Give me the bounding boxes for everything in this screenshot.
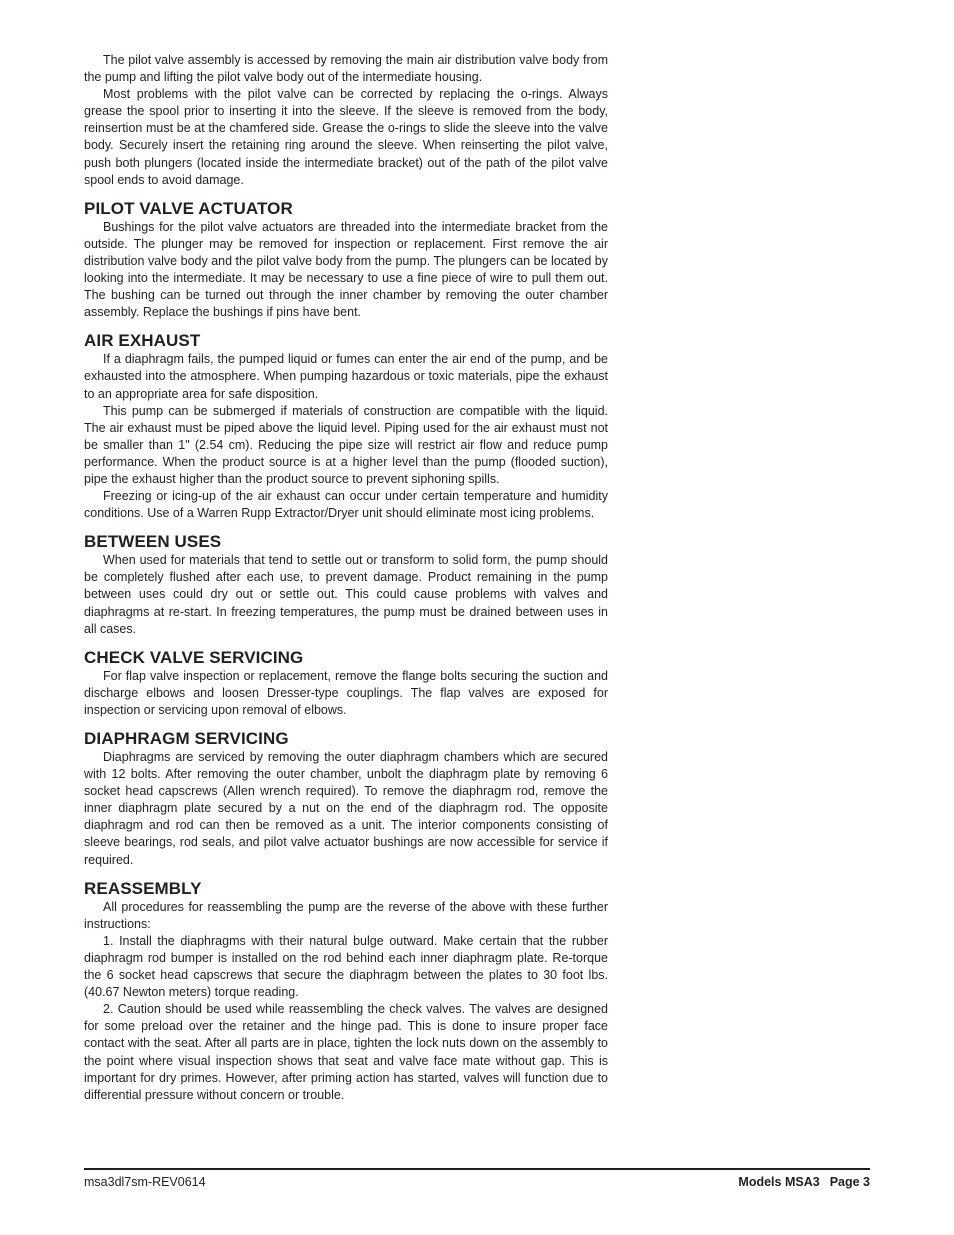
heading-air-exhaust: AIR EXHAUST — [84, 331, 201, 351]
heading-between-uses: BETWEEN USES — [84, 532, 222, 552]
body-paragraph: Diaphragms are serviced by removing the outer diaphragm chambers which are secured with 12 bolts. After removing the outer chamber, unbolt the diaphragm plate by removing 6 socket head capscrews (Allen wrench required). To remove the diaphragm rod, remove the inner diaphragm plate secured by a nut on the end of the diaphragm rod. The opposite diaphragm and rod can then be removed as a unit. The interior components consisting of sleeve bearings, rod seals, and pilot valve actuator bushings are now accessible for service if required. — [84, 750, 608, 867]
footer-page-info — [738, 1175, 870, 1189]
heading-reassembly: REASSEMBLY — [84, 878, 202, 898]
body-paragraph: Freezing or icing-up of the air exhaust can occur under certain temperature and humidity conditions. Use of a Warren Rupp Extractor/Dryer unit should eliminate most icing problems. — [84, 489, 608, 521]
body-paragraph: 2. Caution should be used while reassembling the check valves. The valves are designed for some preload over the retainer and the hinge pad. This is done to insure proper face contact with the seat. After all parts are in place, tighten the lock nuts down on the assembly to the point where visual inspection shows that seat and valve face mate without gap. This is important for dry primes. However, after priming action has started, valves will function due to differential pressure without concern or trouble. — [84, 1002, 608, 1102]
intro-paragraph: The pilot valve assembly is accessed by removing the main air distribution valve body from the pump and lifting the pilot valve body out of the intermediate housing. — [84, 53, 608, 85]
heading-diaphragm-servicing: DIAPHRAGM SERVICING — [84, 729, 289, 748]
body-paragraph: If a diaphragm fails, the pumped liquid or fumes can enter the air end of the pump, and be exhausted into the atmosphere. When pumping hazardous or toxic materials, pipe the exhaust to an appropriate area for safe disposition. — [84, 352, 608, 401]
footer-doc-code: msa3dl7sm-REV0614 — [84, 1175, 206, 1189]
body-paragraph: Bushings for the pilot valve actuators are threaded into the intermediate bracket from the outside. The plunger may be removed for inspection or replacement. First remove the air distribution valve body and the pilot valve body from the pump. The plungers can be located by looking into the intermediate. It may be necessary to use a fine piece of wire to pull them out. The bushing can be turned out through the inner chamber by removing the outer chamber assembly. Replace the bushings if pins have bent. — [84, 219, 608, 320]
body-paragraph: For flap valve inspection or replacement, remove the flange bolts securing the suction and discharge elbows and loosen Dresser-type couplings. The flap valves are exposed for inspection or servicing upon removal of elbows. — [84, 668, 608, 717]
footer-models: Models MSA3 — [738, 1175, 820, 1189]
body-paragraph: All procedures for reassembling the pump are the reverse of the above with these further instructions: — [84, 899, 608, 931]
body-paragraph: 1. Install the diaphragms with their natural bulge outward. Make certain that the rubber diaphragm rod bumper is installed on the rod behind each inner diaphragm plate. Re-torque the 6 socket head capscrews that secure the diaphragm between the plates to 30 foot lbs. (40.67 Newton meters) torque reading. — [84, 933, 608, 1000]
heading-pilot-valve-actuator: PILOT VALVE ACTUATOR — [84, 198, 293, 218]
heading-check-valve-servicing: CHECK VALVE SERVICING — [84, 647, 304, 667]
intro-paragraph: Most problems with the pilot valve can be corrected by replacing the o-rings. Always grease the spool prior to inserting it into the sleeve. If the sleeve is removed from the body, reinsertion must be at the chamfered side. Grease the o-rings to slide the sleeve into the valve body. Securely insert the retaining ring around the sleeve. When reinserting the pilot valve, push both plungers (located inside the intermediate bracket) out of the path of the pilot valve spool ends to avoid damage. — [84, 87, 608, 187]
body-paragraph: This pump can be submerged if materials of construction are compatible with the liquid. The air exhaust must be piped above the liquid level. Piping used for the air exhaust must not be smaller than 1" (2.54 cm). Reducing the pipe size will restrict air flow and reduce pump performance. When the product source is at a higher level than the pump (flooded suction), pipe the exhaust higher than the product source to prevent siphoning spills. — [84, 403, 608, 486]
footer-page-number: Page 3 — [829, 1175, 870, 1189]
footer-rule — [84, 1168, 870, 1170]
body-paragraph: When used for materials that tend to settle out or transform to solid form, the pump should be completely flushed after each use, to prevent damage. Product remaining in the pump between uses could dry out or settle out. This could cause problems with valves and diaphragms at re-start. In freezing temperatures, the pump must be drained between uses in all cases. — [84, 553, 608, 636]
text-column — [84, 52, 608, 1104]
